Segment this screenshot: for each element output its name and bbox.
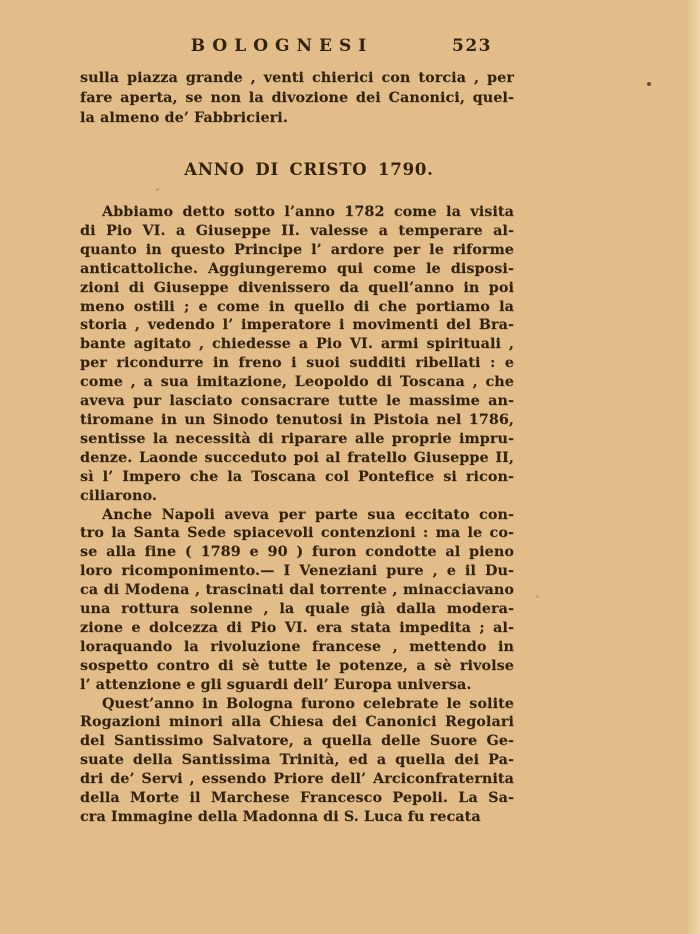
text-line: denze. Laonde succeduto poi al fratello Giuseppe II,	[80, 449, 514, 466]
text-line: tiromane in un Sinodo tenutosi in Pistoia nel 1786,	[80, 411, 514, 428]
text-line: suate della Santissima Trinità, ed a quella dei Pa-	[80, 752, 514, 769]
text-line: ca di Modena , trascinati dal torrente , minacciavano	[80, 582, 514, 599]
text-line: meno ostili ; e come in quello di che portiamo la	[80, 298, 514, 315]
page-number: 523	[452, 36, 492, 56]
paragraph	[80, 506, 514, 695]
text-line: sospetto contro di sè tutte le potenze, a sè rivolse	[80, 657, 514, 674]
text-line: anticattoliche. Aggiungeremo qui come le disposi-	[80, 260, 514, 277]
text-line: loro ricomponimento.— I Veneziani pure , e il Du-	[80, 563, 514, 580]
paper-speck	[647, 82, 651, 86]
text-line: sì l’ Impero che la Toscana col Pontefice si ricon-	[80, 468, 514, 485]
text-line: cra Immagine della Madonna di S. Luca fu recata	[80, 809, 481, 825]
text-line: Anche Napoli aveva per parte sua eccitato con-	[102, 506, 514, 523]
text-line: storia , vedendo l’ imperatore i movimenti del Bra-	[80, 317, 514, 334]
text-line: l’ attenzione e gli sguardi dell’ Europa universa.	[80, 676, 472, 693]
text-line: Quest’anno in Bologna furono celebrate le solite	[102, 695, 514, 712]
text-line: come , a sua imitazione, Leopoldo di Toscana , che	[80, 374, 514, 391]
text-line: ciliarono.	[80, 487, 157, 504]
text-line: del Santissimo Salvatore, a quella delle Suore Ge-	[80, 733, 514, 750]
text-line: una rottura solenne , la quale già dalla modera-	[80, 601, 514, 618]
text-line: bante agitato , chiedesse a Pio VI. armi spirituali ,	[80, 336, 514, 353]
text-line: zione e dolcezza di Pio VI. era stata impedita ; al-	[80, 619, 514, 636]
text-line: quanto in questo Principe l’ ardore per le riforme	[80, 241, 514, 258]
text-line: loraquando la rivoluzione francese , mettendo in	[80, 638, 514, 655]
body-text	[80, 203, 514, 827]
text-line: tro la Santa Sede spiacevoli contenzioni : ma le co-	[80, 525, 514, 542]
text-line: di Pio VI. a Giuseppe II. valesse a temperare al-	[80, 222, 514, 239]
text-line: Rogazioni minori alla Chiesa dei Canonici Regolari	[80, 714, 514, 731]
section-heading: ANNO DI CRISTO 1790.	[184, 160, 434, 179]
paper-speck	[156, 188, 159, 191]
text-line: zioni di Giuseppe divenissero da quell’anno in poi	[80, 279, 514, 296]
text-line: sentisse la necessità di riparare alle proprie impru-	[80, 430, 514, 447]
text-line: se alla fine ( 1789 e 90 ) furon condotte al pieno	[80, 544, 514, 561]
text-line: la almeno de’ Fabbricieri.	[80, 110, 288, 126]
paragraph	[80, 203, 514, 506]
text-line: Abbiamo detto sotto l’anno 1782 come la visita	[102, 204, 514, 220]
lead-paragraph	[80, 68, 514, 128]
paper-speck	[536, 595, 539, 598]
text-line: aveva pur lasciato consacrare tutte le massime an-	[80, 393, 514, 410]
text-line: della Morte il Marchese Francesco Pepoli. La Sa-	[80, 790, 514, 807]
paragraph	[80, 695, 514, 827]
page-header	[80, 36, 514, 58]
text-line: fare aperta, se non la divozione dei Canonici, quel-	[80, 90, 514, 106]
text-line: sulla piazza grande , venti chierici con torcia , per	[80, 70, 514, 86]
text-line: per ricondurre in freno i suoi sudditi ribellati : e	[80, 355, 514, 372]
running-title: BOLOGNESI	[190, 36, 374, 56]
text-line: dri de’ Servi , essendo Priore dell’ Arciconfraternita	[80, 771, 514, 788]
